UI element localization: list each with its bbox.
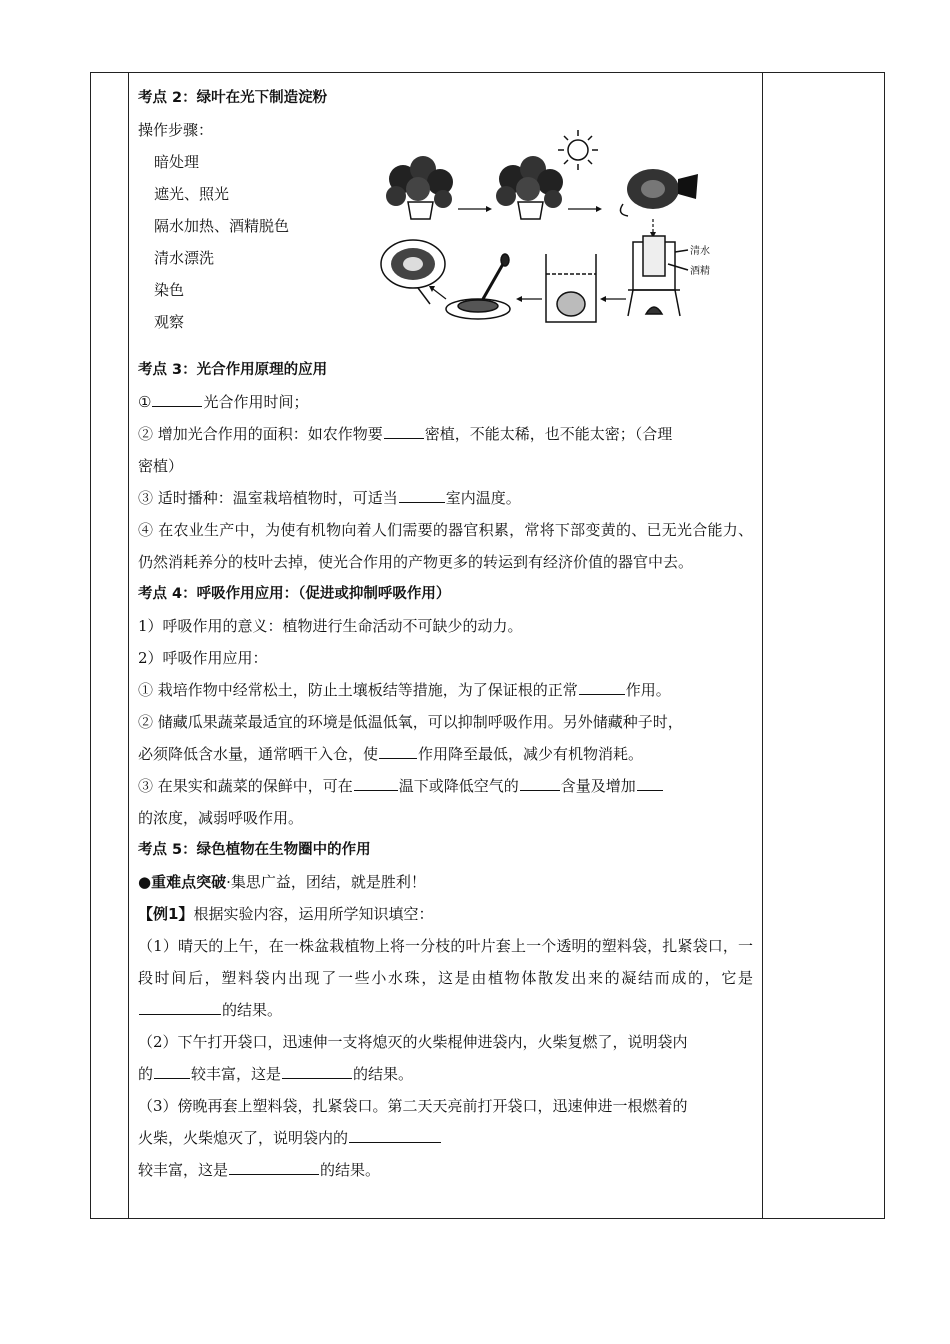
kp5-title: 考点 5：绿色植物在生物圈中的作用	[138, 842, 371, 858]
example-label: 【例1】	[138, 905, 194, 923]
column-divider-right	[762, 73, 763, 1218]
kp3-item2-cont: 密植）	[138, 457, 184, 475]
leaf-removal-icon	[620, 169, 698, 216]
kp3-item3	[138, 482, 753, 514]
example-q3-line1: （3）傍晚再套上塑料袋，扎紧袋口。第二天天亮前打开袋口，迅速伸进一根燃着的	[138, 1097, 688, 1115]
item-text: 较丰富，这是	[138, 1161, 229, 1179]
beaker-icon	[546, 254, 596, 322]
fill-blank[interactable]	[379, 740, 417, 759]
kp3-item2	[138, 418, 753, 450]
column-divider-left	[128, 73, 129, 1218]
kp2-steps-block	[138, 114, 753, 338]
step-item: 遮光、照光	[154, 185, 230, 203]
fill-blank[interactable]	[282, 1060, 352, 1079]
fill-blank[interactable]	[154, 1060, 190, 1079]
item-text: 必须降低含水量，通常晒干入仓，使	[138, 745, 379, 763]
kp3-title: 考点 3：光合作用原理的应用	[138, 362, 328, 378]
item-text: 室内温度。	[445, 489, 521, 507]
item-text: 火柴，火柴熄灭了，说明袋内的	[138, 1129, 349, 1147]
item-text: ① 栽培作物中经常松土，防止土壤板结等措施，为了保证根的正常	[138, 681, 578, 699]
q1-post: 的结果。	[222, 1001, 283, 1019]
main-content	[138, 82, 753, 1186]
starch-experiment-diagram	[378, 124, 758, 334]
example-intro-text: 根据实验内容，运用所学知识填空：	[193, 905, 434, 923]
item-text: 密植，不能太稀，也不能太密；（合理	[424, 425, 673, 443]
item-text: ③ 在果实和蔬菜的保鲜中，可在	[138, 777, 353, 795]
fill-blank[interactable]	[399, 484, 445, 503]
fill-blank[interactable]	[354, 772, 398, 791]
item-text: 的	[138, 1065, 154, 1083]
q1-text: （1）晴天的上午，在一株盆栽植物上将一分枝的叶片套上一个透明的塑料袋，扎紧袋口，一段时间后，塑料袋内出现了一些小水珠，这是由植物体散发出来的凝结而成的，它是	[138, 937, 753, 987]
alcohol-label: 酒精	[690, 266, 710, 277]
kp4-app2-line1: ② 储藏瓜果蔬菜最适宜的环境是低温低氧，可以抑制呼吸作用。另外储藏种子时，	[138, 713, 683, 731]
kp4-app2-line2	[138, 738, 753, 770]
example-q1	[138, 930, 753, 1026]
water-label: 清水	[690, 246, 710, 257]
step-item: 暗处理	[154, 153, 200, 171]
kp3-item1	[138, 386, 753, 418]
kp4-application: 2）呼吸作用应用：	[138, 649, 268, 667]
fill-blank[interactable]	[152, 388, 202, 407]
water-bath-apparatus-icon	[628, 236, 688, 316]
example-q3-line2	[138, 1122, 753, 1154]
item-text: 的结果。	[320, 1161, 381, 1179]
item-text: 较丰富，这是	[191, 1065, 282, 1083]
potted-plant-icon	[386, 156, 453, 219]
step-item: 染色	[154, 281, 185, 299]
sun-icon	[558, 130, 598, 170]
kp2-title: 考点 2：绿叶在光下制造淀粉	[138, 90, 328, 106]
stained-leaf-icon	[381, 240, 445, 304]
kp4-app1	[138, 674, 753, 706]
fill-blank[interactable]	[139, 996, 221, 1015]
key-points-line	[138, 866, 753, 898]
kp4-title: 考点 4：呼吸作用应用：（促进或抑制呼吸作用）	[138, 586, 451, 602]
item-text: ② 增加光合作用的面积：如农作物要	[138, 425, 383, 443]
step-item: 隔水加热、酒精脱色	[154, 217, 290, 235]
petri-dish-dropper-icon	[446, 254, 510, 319]
fill-blank[interactable]	[637, 772, 663, 791]
kp3-item4: ④ 在农业生产中，为使有机物向着人们需要的器官积累，常将下部变黄的、已无光合能力、仍然消耗养分的枝叶去掉，使光合作用的产物更多的转运到有经济价值的器官中去。	[138, 521, 753, 571]
step-item: 清水漂洗	[154, 249, 215, 267]
steps-label: 操作步骤：	[138, 121, 214, 139]
item-text: 含量及增加	[560, 777, 636, 795]
item-text: 作用降至最低，减少有机物消耗。	[418, 745, 644, 763]
item-text: 光合作用时间；	[203, 393, 309, 411]
key-points-label: ●重难点突破	[138, 873, 227, 891]
item-text: 温下或降低空气的	[398, 777, 519, 795]
example-q2-line2	[138, 1058, 753, 1090]
item-text: ③ 适时播种：温室栽培植物时，可适当	[138, 489, 398, 507]
fill-blank[interactable]	[579, 676, 625, 695]
item-text: 的结果。	[353, 1065, 414, 1083]
fill-blank[interactable]	[229, 1156, 319, 1175]
step-item: 观察	[154, 313, 185, 331]
example-intro	[138, 898, 753, 930]
kp4-app3-cont: 的浓度，减弱呼吸作用。	[138, 809, 304, 827]
example-q2-line1: （2）下午打开袋口，迅速伸一支将熄灭的火柴棍伸进袋内，火柴复燃了，说明袋内	[138, 1033, 688, 1051]
key-points-text: ·集思广益，团结，就是胜利！	[226, 873, 426, 891]
item-text: 作用。	[625, 681, 671, 699]
kp4-meaning: 1）呼吸作用的意义：植物进行生命活动不可缺少的动力。	[138, 617, 523, 635]
example-q3-line3	[138, 1154, 753, 1186]
fill-blank[interactable]	[520, 772, 560, 791]
kp4-app3	[138, 770, 753, 802]
fill-blank[interactable]	[384, 420, 424, 439]
item-text: ①	[138, 393, 152, 411]
fill-blank[interactable]	[349, 1124, 441, 1143]
potted-plant-icon	[496, 156, 563, 219]
